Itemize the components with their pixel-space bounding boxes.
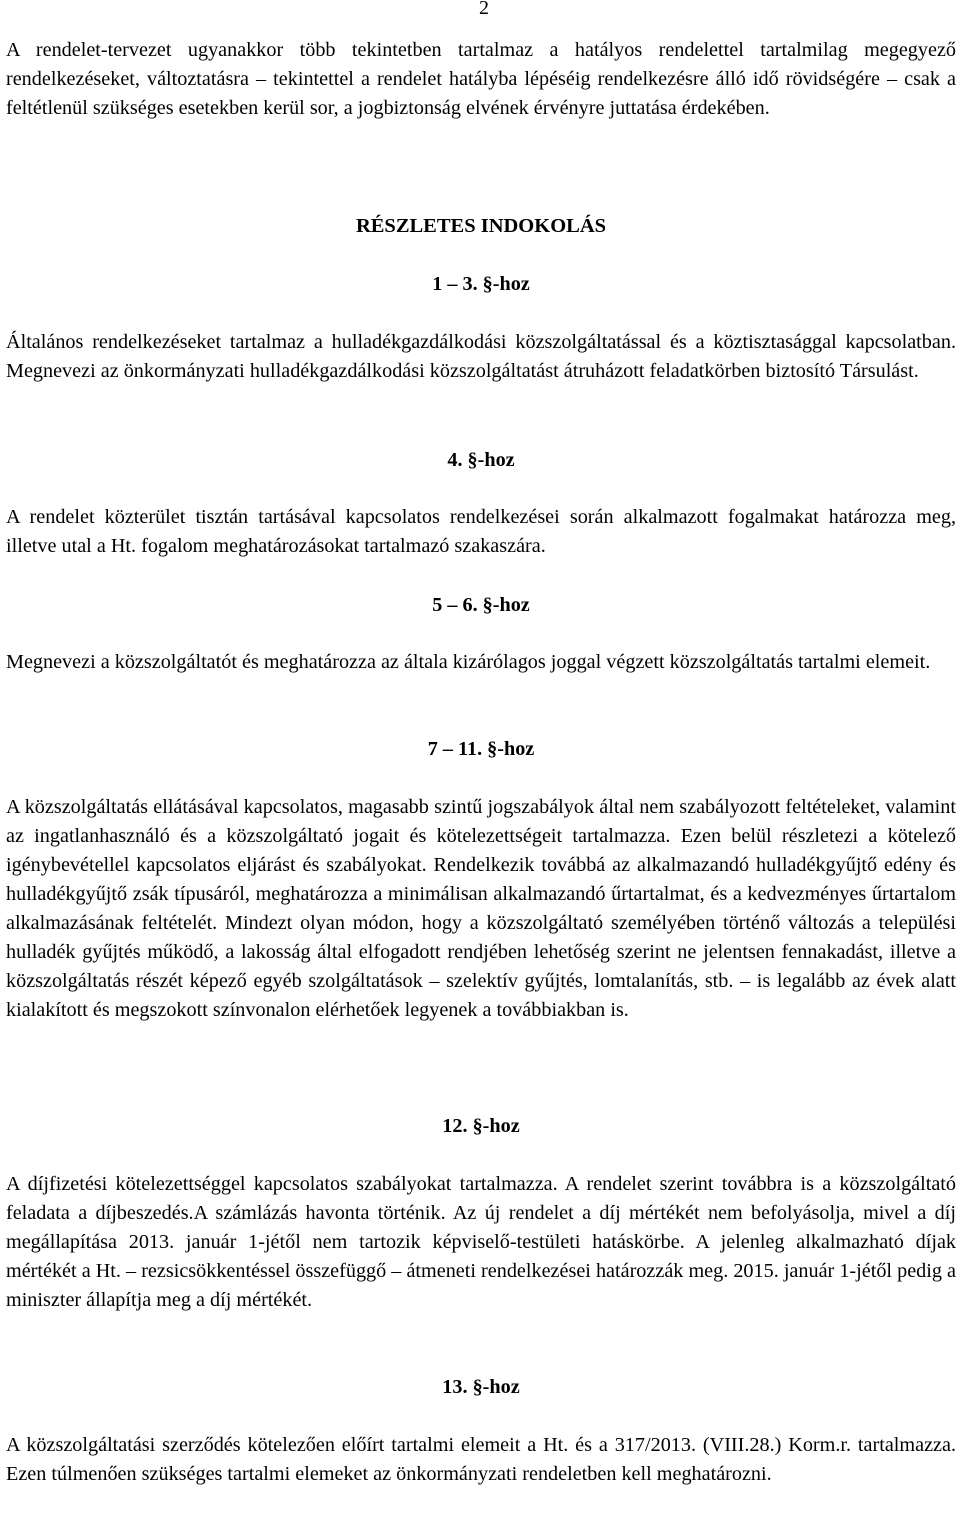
section-text-1-3: Általános rendelkezéseket tartalmaz a hulladékgazdálkodási közszolgáltatással és a köztisztasággal kapcsolatban. Megnevezi az önkormányzati hulladékgazdálkodási közszolgáltatást átruházott feladatkörben biztosító Társulást.	[6, 331, 956, 382]
section-text-7-11: A közszolgáltatás ellátásával kapcsolatos, magasabb szintű jogszabályok által nem szabályozott feltételeket, valamint az ingatlanhasználó és a közszolgáltató jogait és kötelezettségeit tartalmazza. Ezen belül részletezi a kötelező igénybevétellel kapcsolatos eljárást és szabályokat. Rendelkezik továbbá az alkalmazandó hulladékgyűjtő edény és hulladékgyűjtő zsák típusáról, meghatározza a minimálisan alkalmazandó űrtartalmat, és a kedvezményes űrtartalom alkalmazásának feltételét. Mindezt olyan módon, hogy a közszolgáltató személyében történő változás a települési hulladék gyűjtés működő, a lakosság által elfogadott rendjében lehetőség szerint ne jelentsen fennakadást, illetve a közszolgáltatás részét képező egyéb szolgáltatások – szelektív gyűjtés, lomtalanítás, stb. – is legalább az évek alatt kialakított és megszokott színvonalon elérhetőek legyenek a továbbiakban is.	[6, 796, 956, 1021]
intro-paragraph: A rendelet-tervezet ugyanakkor több tekintetben tartalmaz a hatályos rendelettel tartalmilag megegyező rendelkezéseket, változtatásra – tekintettel a rendelet hatályba lépéséig rendelkezésre álló idő rövidségére – csak a feltétlenül szükséges esetekben kerül sor, a jogbiztonság elvének érvényre juttatása érdekében.	[6, 39, 956, 119]
section-text-13: A közszolgáltatási szerződés kötelezően előírt tartalmi elemeit a Ht. és a 317/2013. (VIII.28.) Korm.r. tartalmazza. Ezen túlmenően szükséges tartalmi elemeket az önkormányzati rendeletben kell meghatározni.	[6, 1434, 956, 1485]
section-heading-5-6: 5 – 6. §-hoz	[432, 594, 530, 616]
section-heading-4: 4. §-hoz	[447, 449, 515, 471]
section-text-12: A díjfizetési kötelezettséggel kapcsolatos szabályokat tartalmazza. A rendelet szerint továbbra is a közszolgáltató feladata a díjbeszedés.A számlázás havonta történik. Az új rendelet a díj mértékét nem befolyásolja, mivel a díj megállapítása 2013. január 1-jétől nem tartozik képviselő-testületi hatáskörbe. A jelenleg alkalmazható díjak mértékét a Ht. – rezsicsökkentéssel összefüggő – átmeneti rendelkezései határozzák meg. 2015. január 1-jétől pedig a miniszter állapítja meg a díj mértékét.	[6, 1173, 956, 1311]
section-heading-12: 12. §-hoz	[442, 1115, 520, 1137]
section-title: RÉSZLETES INDOKOLÁS	[355, 215, 607, 237]
section-heading-1-3: 1 – 3. §-hoz	[432, 273, 530, 295]
section-text-5-6: Megnevezi a közszolgáltatót és meghatározza az általa kizárólagos joggal végzett közszolgáltatás tartalmi elemeit.	[6, 651, 931, 673]
page-number: 2	[479, 0, 489, 19]
section-text-4: A rendelet közterület tisztán tartásával kapcsolatos rendelkezései során alkalmazott fogalmakat határozza meg, illetve utal a Ht. fogalom meghatározásokat tartalmazó szakaszára.	[6, 506, 956, 557]
section-heading-13: 13. §-hoz	[442, 1376, 520, 1398]
section-heading-7-11: 7 – 11. §-hoz	[427, 738, 535, 760]
